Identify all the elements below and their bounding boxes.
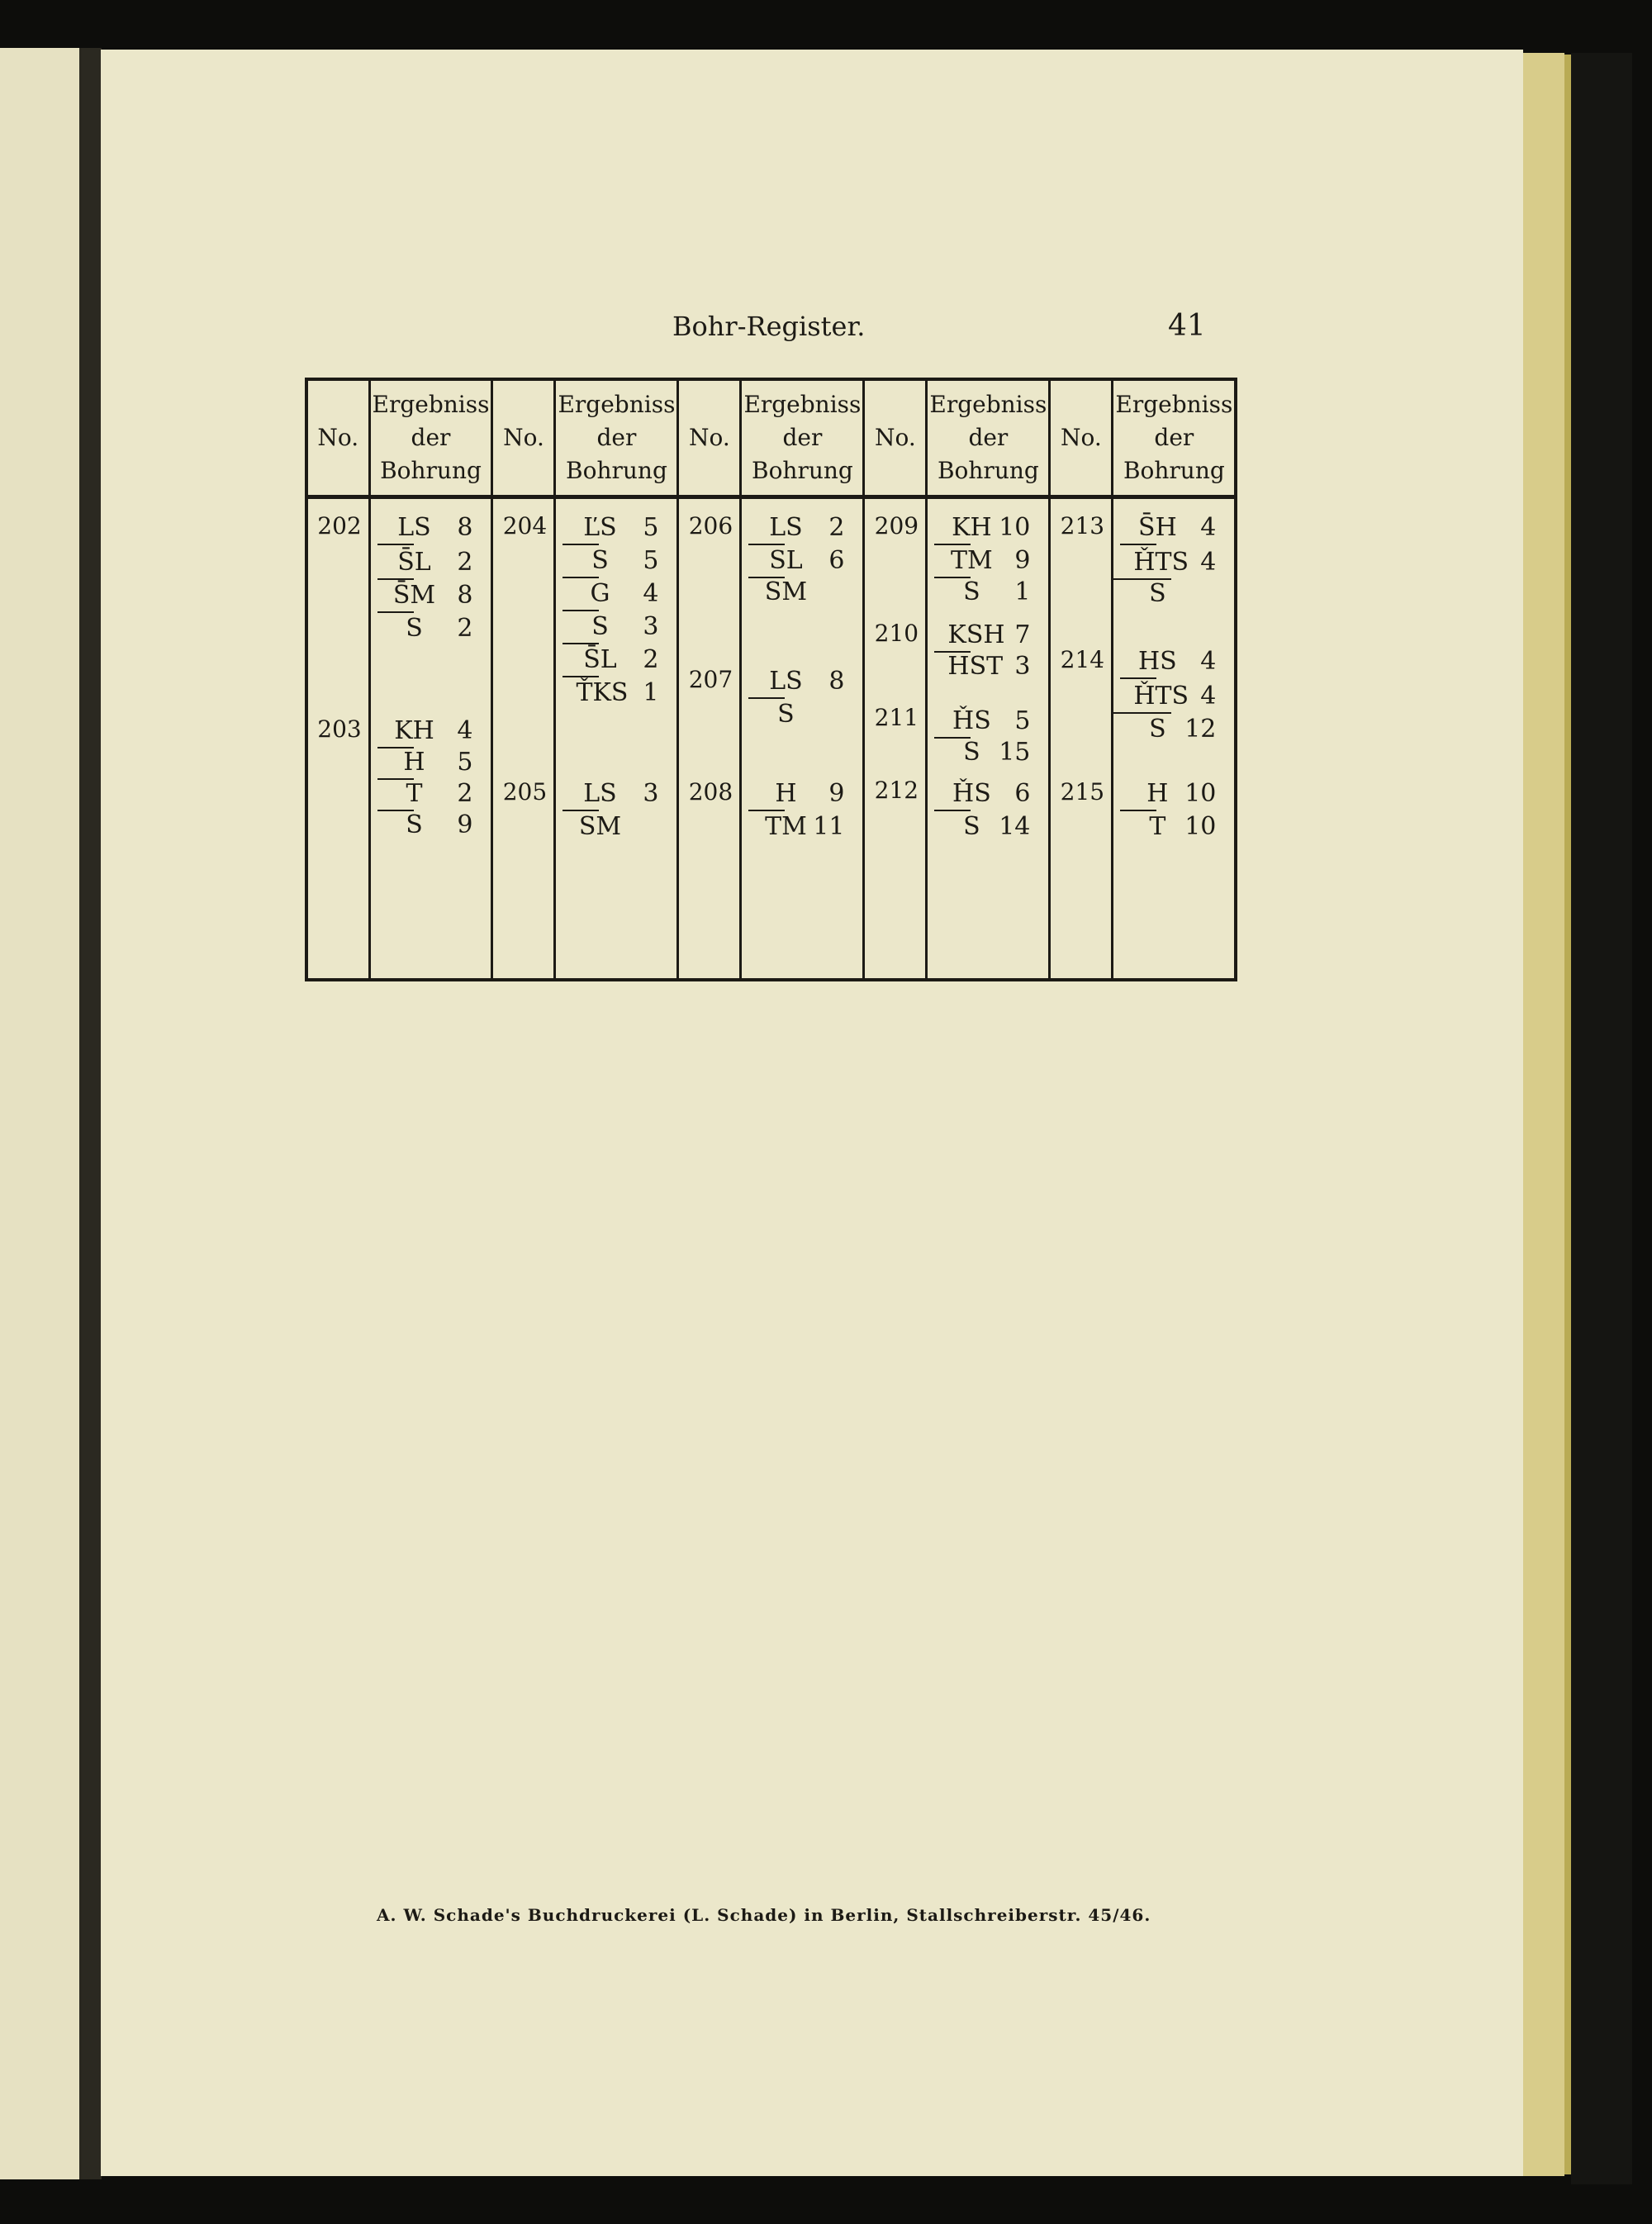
entry-number-203: 203: [317, 715, 362, 743]
bohr-register-table: [305, 378, 1237, 981]
result-column-3: [741, 497, 864, 981]
fraction-line: [1120, 544, 1156, 545]
result-row: S 14: [963, 812, 1031, 841]
result-row: SM: [578, 812, 622, 841]
no-column-3: [678, 497, 741, 981]
header-no: No.: [678, 379, 741, 497]
result-row: LS 2: [769, 513, 845, 542]
result-row: S̄H 4: [1138, 513, 1217, 542]
no-column-4: [864, 497, 927, 981]
result-row: S 15: [963, 738, 1031, 767]
result-row: S 5: [591, 546, 659, 575]
entry-number-208: 208: [688, 778, 733, 805]
fraction-line: [377, 544, 414, 545]
book-cover: [1571, 53, 1632, 2184]
result-row: KH 4: [394, 716, 473, 745]
result-row: LS 3: [583, 779, 659, 808]
result-row: S̄M 8: [392, 581, 473, 610]
entry-number-212: 212: [874, 777, 919, 804]
result-row: S 2: [406, 614, 473, 643]
entry-number-210: 210: [874, 620, 919, 647]
header-no: No.: [864, 379, 927, 497]
fraction-line: [1120, 677, 1156, 679]
page-number: 41: [1168, 309, 1206, 343]
book-gutter: [82, 48, 102, 2179]
result-row: H 5: [403, 748, 473, 777]
header-ergebnis: Ergebniss der Bohrung: [927, 379, 1050, 497]
result-row: ȞTS 4: [1133, 682, 1217, 710]
result-row: ĽS 5: [583, 513, 659, 542]
result-row: HST 3: [947, 652, 1031, 681]
entry-number-205: 205: [502, 778, 548, 805]
result-row: KH 10: [952, 513, 1031, 542]
result-row: S̄L 2: [397, 548, 473, 577]
result-row: S: [1149, 579, 1166, 608]
result-row: ȞTS 4: [1133, 548, 1217, 577]
result-row: T 2: [406, 779, 473, 808]
result-row: TM 11: [765, 812, 845, 841]
no-column-2: [492, 497, 555, 981]
result-column-2: [555, 497, 678, 981]
result-row: S 12: [1149, 715, 1217, 744]
no-column-5: [1050, 497, 1113, 981]
no-column-1: [306, 497, 369, 981]
result-row: S 9: [406, 810, 473, 839]
result-row: ŤKS 1: [576, 678, 659, 707]
entry-number-211: 211: [874, 704, 919, 731]
result-row: HS 4: [1138, 647, 1217, 676]
result-row: KSH 7: [947, 620, 1031, 649]
facing-page-edge: [0, 48, 82, 2179]
result-row: ȞS 5: [952, 706, 1031, 735]
header-no: No.: [306, 379, 369, 497]
entry-number-207: 207: [688, 666, 733, 693]
header-ergebnis: Ergebniss der Bohrung: [369, 379, 492, 497]
header-no: No.: [492, 379, 555, 497]
result-row: S 3: [591, 612, 659, 641]
result-column-4: [927, 497, 1050, 981]
entry-number-202: 202: [317, 512, 362, 539]
result-row: H 9: [775, 779, 845, 808]
result-row: G 4: [590, 579, 659, 608]
result-row: S̄L 2: [583, 645, 659, 674]
page-block-edge: [1523, 53, 1564, 2176]
entry-number-209: 209: [874, 512, 919, 539]
result-row: LS 8: [397, 513, 473, 542]
result-row: T 10: [1149, 812, 1217, 841]
header-no: No.: [1050, 379, 1113, 497]
result-column-1: [369, 497, 492, 981]
header-ergebnis: Ergebniss der Bohrung: [555, 379, 678, 497]
book-page: [101, 50, 1523, 2176]
result-row: ȞS 6: [952, 779, 1031, 808]
result-row: S: [777, 700, 795, 729]
result-row: TM 9: [951, 546, 1031, 575]
result-row: SM: [764, 577, 808, 606]
header-ergebnis: Ergebniss der Bohrung: [741, 379, 864, 497]
result-row: SL 6: [769, 546, 845, 575]
result-row: S 1: [963, 577, 1031, 606]
table-body-row: [306, 497, 1236, 981]
running-title: Bohr-Register.: [672, 311, 866, 342]
entry-number-215: 215: [1060, 778, 1105, 805]
result-row: H 10: [1146, 779, 1217, 808]
page-block-edge-shadow: [1564, 55, 1571, 2174]
result-column-5: [1113, 497, 1236, 981]
header-ergebnis: Ergebniss der Bohrung: [1113, 379, 1236, 497]
entry-number-214: 214: [1060, 646, 1105, 673]
printer-imprint: A. W. Schade's Buchdruckerei (L. Schade) in Berlin, Stallschreiberstr. 45/46.: [377, 1905, 1151, 1925]
entry-number-206: 206: [688, 512, 733, 539]
entry-number-204: 204: [502, 512, 548, 539]
entry-number-213: 213: [1060, 512, 1105, 539]
table-header-row: [306, 379, 1236, 497]
result-row: LS 8: [769, 667, 845, 696]
